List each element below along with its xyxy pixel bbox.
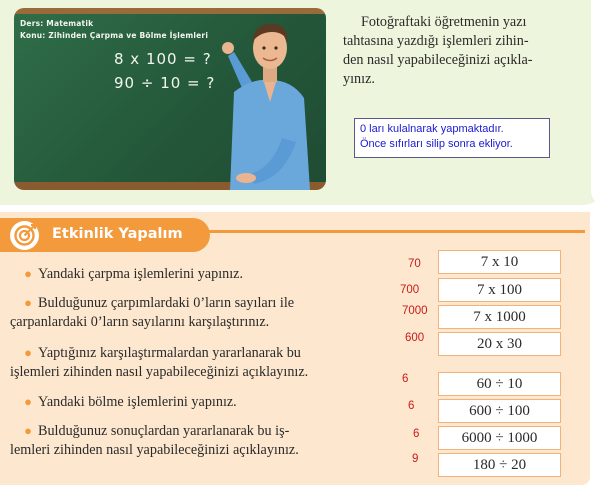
- question-line: tahtasına yazdığı işlemleri zihin-: [343, 33, 529, 49]
- question-line: Fotoğraftaki öğretmenin yazı: [361, 14, 527, 30]
- division-answer: 6: [408, 400, 415, 412]
- bullet-icon: ●: [24, 266, 32, 281]
- division-box: 60 ÷ 10: [438, 372, 561, 396]
- question-line: den nasıl yapabileceğinizi açıkla-: [343, 52, 533, 68]
- division-box: 180 ÷ 20: [438, 453, 561, 477]
- bullet-icon: ●: [24, 394, 32, 409]
- bullet-icon: ●: [24, 345, 32, 360]
- multiplication-answer: 700: [400, 284, 420, 296]
- division-box: 600 ÷ 100: [438, 399, 561, 423]
- instruction-item: ● Yandaki bölme işlemlerini yapınız.: [10, 392, 385, 412]
- bullet-icon: ●: [24, 423, 32, 438]
- section-divider: [190, 230, 585, 233]
- division-answer: 6: [402, 373, 409, 385]
- answer-line: 0 ları kulalnarak yapmaktadır.: [360, 123, 504, 135]
- multiplication-answer: 7000: [402, 305, 428, 317]
- instruction-item: ● Yaptığınız karşılaştırmalardan yararlanarak bu işlemleri zihinden nasıl yapabileceğinizi açıklayınız.: [10, 345, 309, 380]
- multiplication-answer: 70: [408, 258, 421, 270]
- division-answer: 6: [413, 428, 420, 440]
- board-equation-1: 8 x 100 = ?: [114, 50, 212, 68]
- teacher-figure: [212, 18, 322, 190]
- activity-title: Etkinlik Yapalım: [52, 226, 183, 242]
- board-topic-text: Konu: Zihinden Çarpma ve Bölme İşlemleri: [20, 31, 209, 40]
- multiplication-box: 20 x 30: [438, 332, 561, 356]
- board-subject-text: Ders: Matematik: [20, 19, 94, 28]
- multiplication-box: 7 x 1000: [438, 305, 561, 329]
- answer-line: Önce sıfırları silip sonra ekliyor.: [360, 138, 513, 150]
- board-equation-2: 90 ÷ 10 = ?: [114, 74, 216, 92]
- division-answer: 9: [412, 453, 419, 465]
- teacher-photo: [14, 8, 326, 190]
- instruction-item: ● Bulduğunuz çarpımlardaki 0’ların sayıları ile çarpanlardaki 0’ların sayılarını karşılaştırınız.: [10, 295, 295, 330]
- multiplication-box: 7 x 10: [438, 250, 561, 274]
- student-answer-box: [354, 118, 550, 158]
- division-box: 6000 ÷ 1000: [438, 426, 561, 450]
- question-line: yınız.: [343, 71, 375, 87]
- target-icon: [10, 221, 39, 250]
- instruction-item: ● Yandaki çarpma işlemlerini yapınız.: [10, 264, 385, 284]
- multiplication-box: 7 x 100: [438, 278, 561, 302]
- bullet-icon: ●: [24, 295, 32, 310]
- multiplication-answer: 600: [405, 332, 425, 344]
- instruction-item: ● Bulduğunuz sonuçlardan yararlanarak bu iş- lemleri zihinden nasıl yapabileceğinizi açıklayınız.: [10, 423, 299, 458]
- photo-question: [343, 13, 579, 89]
